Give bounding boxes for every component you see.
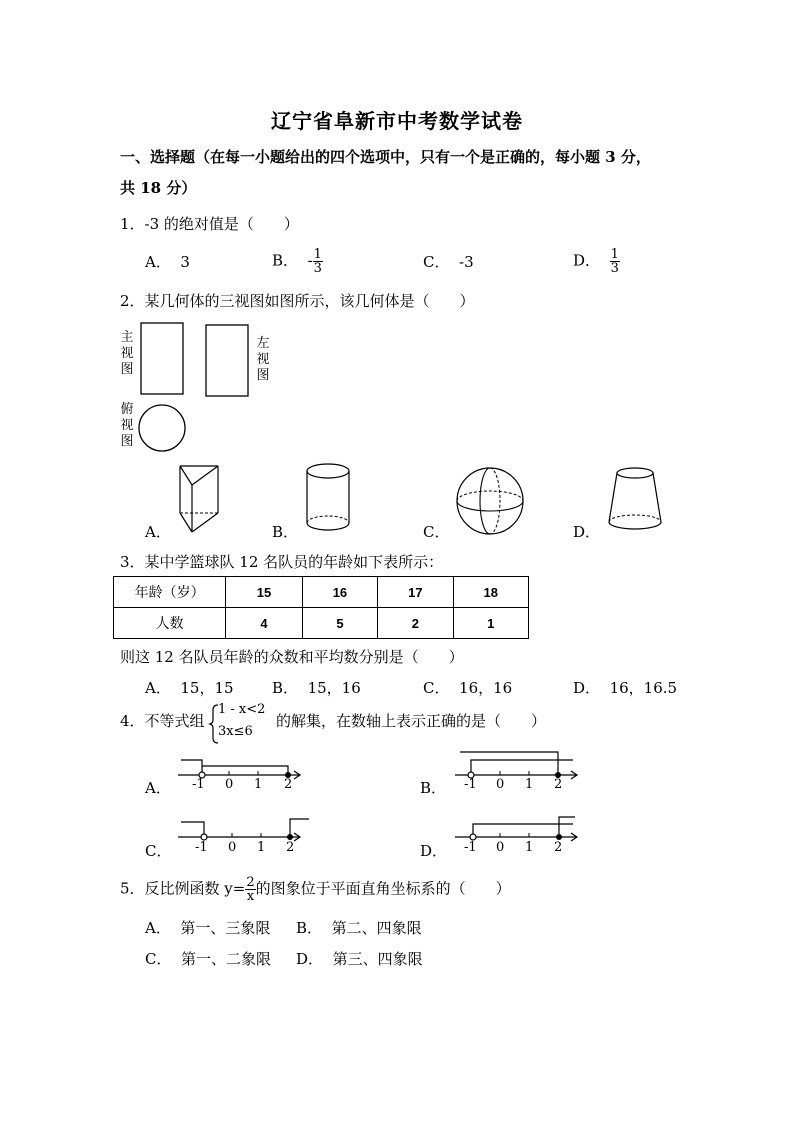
left-view-label: 左 视 图 <box>256 336 270 383</box>
q3-option-d: D． 16，16.5 <box>573 679 678 697</box>
tick-label: 0 <box>496 840 505 855</box>
tick-label: 1 <box>525 840 534 855</box>
front-view-label: 主 视 图 <box>120 330 134 377</box>
tick-label: 2 <box>554 777 563 792</box>
q4-inequality-1: 1 - x<2 <box>218 702 266 717</box>
q1-option-c: C． -3 <box>423 253 474 271</box>
cylinder-figure <box>305 462 355 534</box>
q5-option-d: D． 第三、四象限 <box>296 950 423 968</box>
q4-prefix: 4．不等式组 <box>120 712 205 730</box>
tick-label: 1 <box>525 777 534 792</box>
q1-option-d-fraction: $\frac{1}{3}$ <box>610 247 619 276</box>
page-title: 辽宁省阜新市中考数学试卷 <box>271 109 523 133</box>
q1-option-d: D． $\frac{1}{3}$ <box>573 247 619 276</box>
tick-label: 1 <box>257 840 266 855</box>
q4-option-c-label: C． <box>145 842 172 860</box>
q2-option-b-label: B． <box>272 523 299 541</box>
tick-label: 0 <box>225 777 234 792</box>
table-row <box>114 577 529 608</box>
table-cell: 18 <box>453 577 528 608</box>
q3-option-c: C． 16，16 <box>423 679 513 697</box>
q1-option-b-fraction: $\frac{1}{3}$ <box>313 247 322 276</box>
table-cell: 2 <box>378 608 453 639</box>
q2-option-d-label: D． <box>573 523 601 541</box>
q5-stem: 5．反比例函数 y= $\frac{2}{x}$ 的图象位于平面直角坐标系的（ ） <box>120 875 511 904</box>
q4-inequality-2: 3x≤6 <box>218 724 253 739</box>
q4-option-a-label: A． <box>145 779 171 797</box>
tick-label: -1 <box>464 777 477 792</box>
q5-option-a: A． 第一、三象限 <box>145 919 271 937</box>
left-view-rectangle <box>205 324 250 398</box>
q4-option-d-label: D． <box>420 842 448 860</box>
table-cell: 17 <box>378 577 453 608</box>
q1-option-b: B． - $\frac{1}{3}$ <box>272 247 322 276</box>
tick-label: 2 <box>554 840 563 855</box>
q3-question: 则这 12 名队员年龄的众数和平均数分别是（ ） <box>120 648 464 666</box>
q3-stem: 3．某中学篮球队 12 名队员的年龄如下表所示： <box>120 553 444 571</box>
front-view-rectangle <box>140 322 185 396</box>
section-heading-line2: 共 18 分） <box>120 179 197 197</box>
tick-label: 2 <box>286 840 295 855</box>
tick-label: -1 <box>192 777 205 792</box>
section-heading-line1: 一、选择题（在每一小题给出的四个选项中，只有一个是正确的，每小题 3 分， <box>120 148 651 166</box>
tick-label: -1 <box>464 840 477 855</box>
table-cell: 1 <box>453 608 528 639</box>
table-header-cell: 年龄（岁） <box>114 577 226 608</box>
table-row <box>114 608 529 639</box>
tick-label: 0 <box>228 840 237 855</box>
sphere-figure <box>455 466 527 538</box>
top-view-label: 俯 视 图 <box>120 402 134 449</box>
q5-option-c: C． 第一、二象限 <box>145 950 272 968</box>
tick-label: 1 <box>254 777 263 792</box>
triangular-prism-figure <box>178 463 223 538</box>
tick-label: 0 <box>496 777 505 792</box>
table-cell: 4 <box>226 608 302 639</box>
table-cell: 16 <box>302 577 377 608</box>
q2-option-a-label: A． <box>145 523 171 541</box>
q1-option-a: A． 3 <box>145 253 190 271</box>
top-view-circle <box>138 404 188 454</box>
q5-fraction: $\frac{2}{x}$ <box>246 875 255 904</box>
q4-suffix: 的解集，在数轴上表示正确的是（ ） <box>276 712 547 730</box>
q2-stem: 2．某几何体的三视图如图所示，该几何体是（ ） <box>120 292 475 310</box>
q4-option-b-label: B． <box>420 779 447 797</box>
table-cell: 5 <box>302 608 377 639</box>
table-header-cell: 人数 <box>114 608 226 639</box>
tick-label: 2 <box>284 777 293 792</box>
q1-stem: 1．-3 的绝对值是（ ） <box>120 215 299 233</box>
tick-label: -1 <box>195 840 208 855</box>
q5-option-b: B． 第二、四象限 <box>296 919 422 937</box>
frustum-figure <box>607 466 667 536</box>
age-table <box>113 576 529 639</box>
q3-option-b: B． 15，16 <box>272 679 361 697</box>
q2-option-c-label: C． <box>423 523 450 541</box>
q3-option-a: A． 15，15 <box>145 679 234 697</box>
table-cell: 15 <box>226 577 302 608</box>
